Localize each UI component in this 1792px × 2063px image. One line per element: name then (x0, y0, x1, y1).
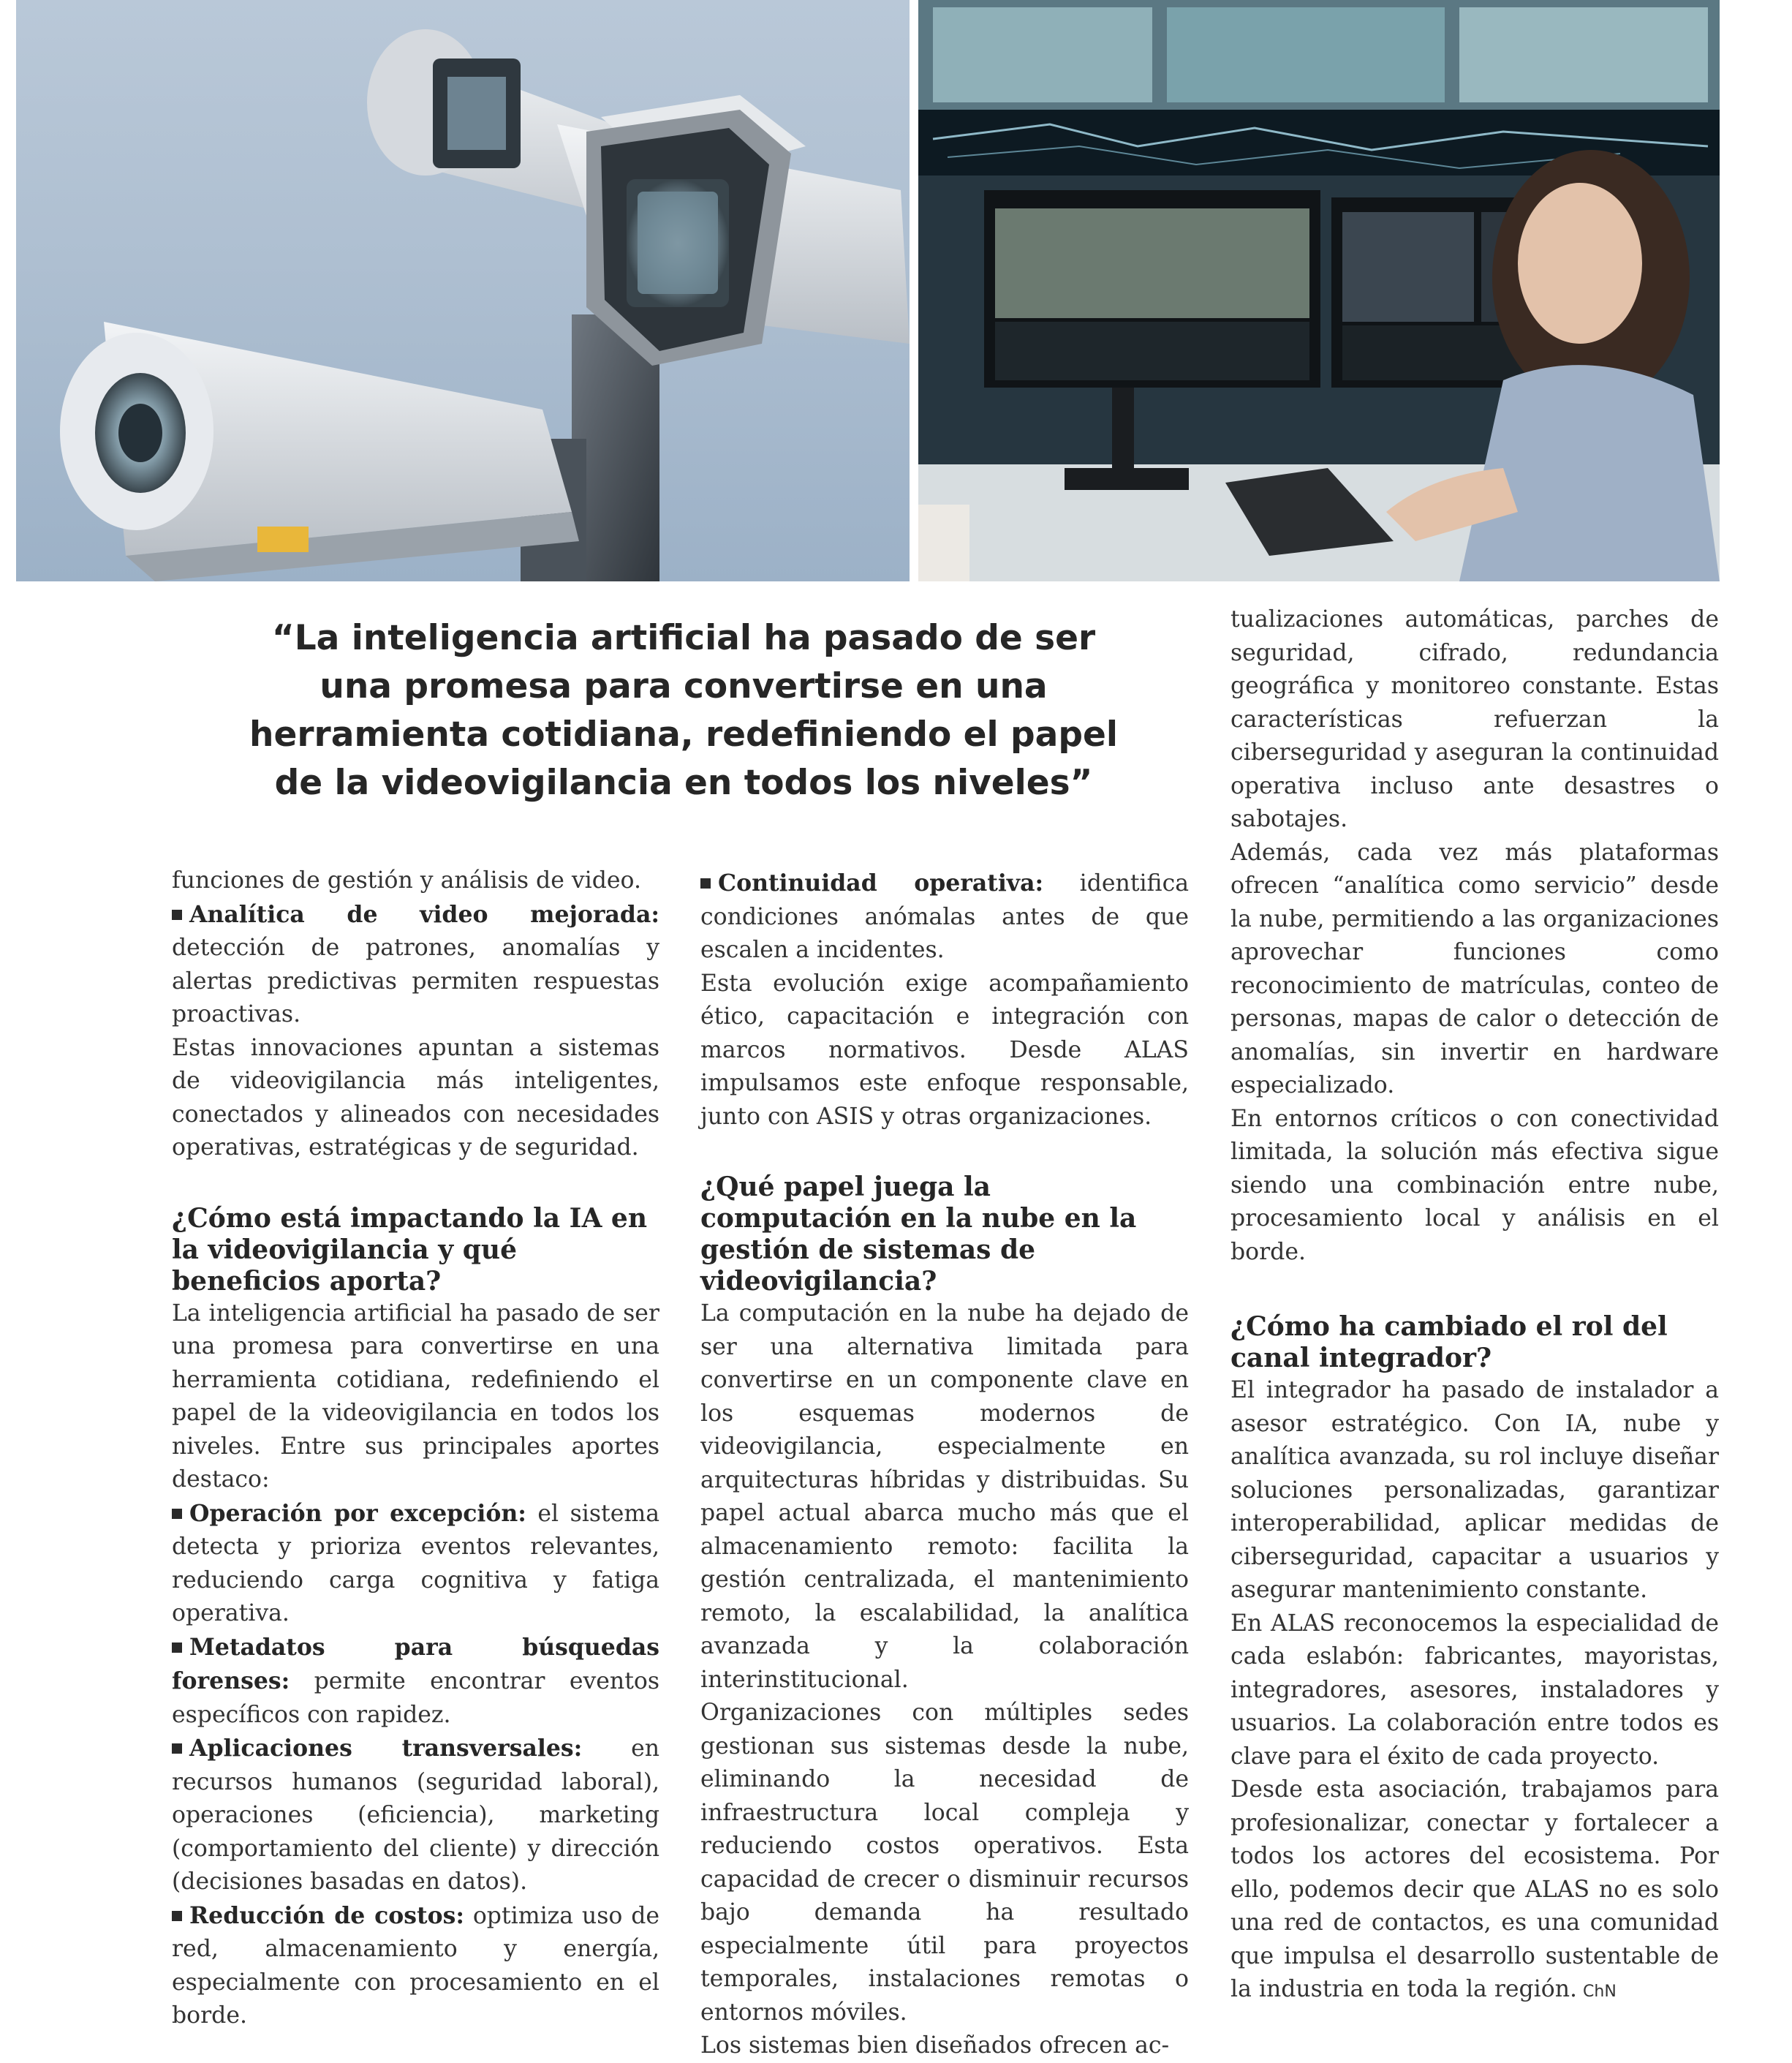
paragraph: Los sistemas bien diseñados ofrecen ac- (700, 2032, 1170, 2059)
paragraph-closing (1230, 1773, 1719, 2009)
bullet-text: detección de patrones, anomalías y alertas predictivas permiten respuestas proactivas. (172, 935, 659, 1027)
bullet-text: identifica condiciones anómalas antes de que escalen a incidentes. (700, 870, 1189, 963)
bullet-text: optimiza uso de red, almacenamiento y energía, especialmente con procesamiento en el borde. (172, 1902, 660, 2029)
section-heading: ¿Cómo ha cambiado el rol del canal integrador? (1230, 1311, 1668, 1373)
paragraph: En entornos críticos o con conectividad limitada, la solución más efectiva sigue siendo una combinación entre nube, procesamiento local y análisis en el borde. (1230, 1105, 1719, 1265)
section-heading: ¿Qué papel juega la computación en la nube en la gestión de sistemas de videovigilancia? (700, 1172, 1137, 1297)
bullet-square-icon (172, 1743, 182, 1754)
bullet-lead: Aplicaciones transversales: (189, 1735, 583, 1762)
paragraph: La inteligencia artificial ha pasado de ser una promesa para convertirse en una herramienta cotidiana, redefiniendo el papel de la videovigilancia en todos los niveles. Entre sus principales aportes destaco: (172, 1300, 659, 1493)
bullet-item-operacion (172, 1497, 659, 1631)
paragraph: El integrador ha pasado de instalador a asesor estratégico. Con IA, nube y analítica avanzada, su rol incluye diseñar soluciones personalizadas, garantizar interoperabilidad, aplicar medidas de ciberseguridad, capacitar a usuarios y asegurar mantenimiento constante. (1230, 1377, 1719, 1603)
security-cameras-illustration (16, 0, 910, 581)
article-column-1 (172, 864, 659, 2033)
bullet-lead: Analítica de video mejorada: (189, 900, 659, 928)
author-signature: ChN (1583, 1983, 1617, 2001)
bullet-lead: Operación por excepción: (189, 1499, 526, 1527)
bullet-item-reduccion (172, 1899, 659, 2033)
closing-text: Desde esta asociación, trabajamos para profesionalizar, conectar y fortalecer a todos los actores del ecosistema. Por ello, podemos decir que ALAS no es solo una red de contactos, es una comunidad que impulsa el desarrollo sustentable de la industria en toda la región. (1230, 1776, 1719, 2002)
paragraph: Organizaciones con múltiples sedes gestionan sus sistemas desde la nube, eliminando la necesidad de infraestructura local compleja y reduciendo costos operativos. Esta capacidad de crecer o disminuir recursos bajo demanda ha resultado especialmente útil para proyectos temporales, instalaciones remotas o entornos móviles. (700, 1700, 1189, 2026)
section-heading: ¿Cómo está impactando la IA en la videovigilancia y qué beneficios aporta? (172, 1202, 648, 1297)
bullet-square-icon (172, 1509, 182, 1519)
bullet-text: el sistema detecta y prioriza eventos relevantes, reduciendo carga cognitiva y fatiga operativa. (172, 1500, 659, 1626)
bullet-item-aplicaciones (172, 1732, 659, 1899)
paragraph: Además, cada vez más plataformas ofrecen “analítica como servicio” desde la nube, permitiendo a las organizaciones aprovechar funciones como reconocimiento de matrículas, conteo de personas, mapas de calor o detección de anomalías, sin invertir en hardware especializado. (1230, 839, 1719, 1098)
paragraph: tualizaciones automáticas, parches de seguridad, cifrado, redundancia geográfica y monitoreo constante. Estas características refuerzan la ciberseguridad y aseguran la continuidad operativa incluso ante desastres o sabotajes. (1230, 606, 1719, 832)
photo-security-cameras (16, 0, 910, 581)
paragraph: Esta evolución exige acompañamiento ético, capacitación e integración con marcos normativos. Desde ALAS impulsamos este enfoque responsable, junto con ASIS y otras organizaciones. (700, 970, 1189, 1130)
article-column-2 (700, 867, 1189, 2063)
paragraph: funciones de gestión y análisis de video. (172, 867, 641, 894)
photo-control-room (918, 0, 1720, 581)
bullet-square-icon (172, 1911, 182, 1921)
bullet-lead: Metadatos para búsquedas forenses: (172, 1633, 659, 1694)
bullet-square-icon (172, 910, 182, 920)
paragraph: En ALAS reconocemos la especialidad de cada eslabón: fabricantes, mayoristas, integradores, asesores, instaladores y usuarios. La colaboración entre todos es clave para el éxito de cada proyecto. (1230, 1610, 1719, 1770)
article-column-3 (1230, 603, 1719, 2009)
bullet-text: permite encontrar eventos específicos con rapidez. (172, 1668, 659, 1728)
bullet-item-analitica (172, 898, 659, 1032)
bullet-lead: Continuidad operativa: (718, 870, 1044, 897)
bullet-square-icon (700, 878, 711, 889)
bullet-item-metadatos (172, 1631, 659, 1732)
bullet-item-continuidad (700, 867, 1189, 968)
pull-quote: “La inteligencia artificial ha pasado de ser una promesa para convertirse en una herramienta cotidiana, redefiniendo el papel de la videovigilancia en todos los niveles” (249, 618, 1118, 803)
paragraph: Estas innovaciones apuntan a sistemas de videovigilancia más inteligentes, conectados y alineados con necesidades operativas, estratégicas y de seguridad. (172, 1034, 659, 1161)
bullet-lead: Reducción de costos: (189, 1901, 464, 1929)
bullet-square-icon (172, 1643, 182, 1653)
bullet-text: en recursos humanos (seguridad laboral), operaciones (eficiencia), marketing (comportamiento del cliente) y dirección (decisiones basadas en datos). (172, 1735, 659, 1895)
control-room-illustration (918, 0, 1720, 581)
paragraph: La computación en la nube ha dejado de ser una alternativa limitada para convertirse en un componente clave en los esquemas modernos de videovigilancia, especialmente en arquitecturas híbridas y distribuidas. Su papel actual abarca mucho más que el almacenamiento remoto: facilita la gestión centralizada, el mantenimiento remoto, la escalabilidad, la analítica avanzada y la colaboración interinstitucional. (700, 1300, 1189, 1693)
